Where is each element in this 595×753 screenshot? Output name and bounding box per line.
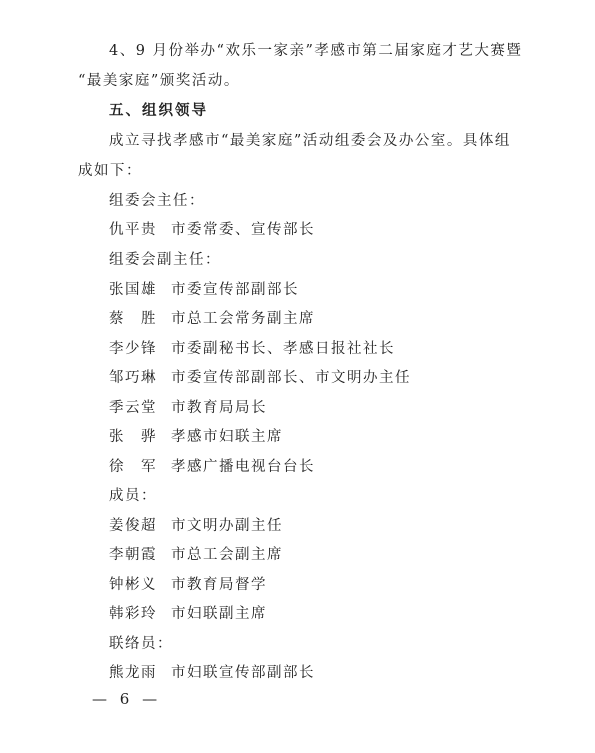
person-title: 市教育局督学 — [171, 577, 267, 593]
person-name: 徐 军 — [109, 459, 157, 475]
person-title: 市教育局局长 — [171, 400, 267, 416]
person-name: 张国雄 — [109, 282, 157, 298]
director-label: 组委会主任： — [109, 193, 205, 209]
person-title: 市委宣传部副部长 — [171, 282, 299, 298]
person-name: 邹巧琳 — [109, 370, 157, 386]
person-name: 韩彩玲 — [109, 606, 157, 622]
vice-director-row — [109, 280, 299, 300]
person-name: 蔡 胜 — [109, 311, 157, 327]
person-title: 市委副秘书长、孝感日报社社长 — [171, 341, 395, 357]
paragraph-4-line-1: 4、9 月份举办“欢乐一家亲”孝感市第二届家庭才艺大赛暨 — [109, 43, 523, 59]
member-row — [109, 516, 283, 536]
vice-director-row — [109, 427, 283, 447]
person-name: 李朝霞 — [109, 547, 157, 563]
person-name: 姜俊超 — [109, 518, 157, 534]
person-title: 市总工会副主席 — [171, 547, 283, 563]
person-title: 市委常委、宣传部长 — [171, 222, 315, 238]
person-name: 钟彬义 — [109, 577, 157, 593]
paragraph-4-line-2: “最美家庭”颁奖活动。 — [78, 73, 240, 89]
members-label: 成员： — [109, 488, 157, 504]
person-title: 孝感市妇联主席 — [171, 429, 283, 445]
person-title: 市妇联宣传部副部长 — [171, 665, 315, 681]
vice-director-row — [109, 309, 315, 329]
liaison-row — [109, 663, 315, 683]
person-title: 市文明办副主任 — [171, 518, 283, 534]
vice-director-row — [109, 368, 411, 388]
director-row — [109, 220, 315, 240]
paragraph-5-line-2: 成如下： — [78, 163, 142, 179]
vice-director-row — [109, 398, 267, 418]
person-name: 李少锋 — [109, 341, 157, 357]
liaison-label: 联络员： — [109, 636, 173, 652]
person-name: 张 骅 — [109, 429, 157, 445]
vice-director-row — [109, 339, 395, 359]
vice-director-row — [109, 457, 315, 477]
member-row — [109, 575, 267, 595]
person-title: 市妇联副主席 — [171, 606, 267, 622]
page-number: — 6 — — [92, 690, 162, 708]
paragraph-5-line-1: 成立寻找孝感市“最美家庭”活动组委会及办公室。具体组 — [109, 133, 511, 149]
member-row — [109, 545, 283, 565]
person-name: 熊龙雨 — [109, 665, 157, 681]
person-name: 仇平贵 — [109, 222, 157, 238]
vice-director-label: 组委会副主任： — [109, 252, 221, 268]
person-title: 孝感广播电视台台长 — [171, 459, 315, 475]
member-row — [109, 604, 267, 624]
person-title: 市总工会常务副主席 — [171, 311, 315, 327]
person-title: 市委宣传部副部长、市文明办主任 — [171, 370, 411, 386]
section-heading: 五、组织领导 — [109, 102, 208, 119]
person-name: 季云堂 — [109, 400, 157, 416]
